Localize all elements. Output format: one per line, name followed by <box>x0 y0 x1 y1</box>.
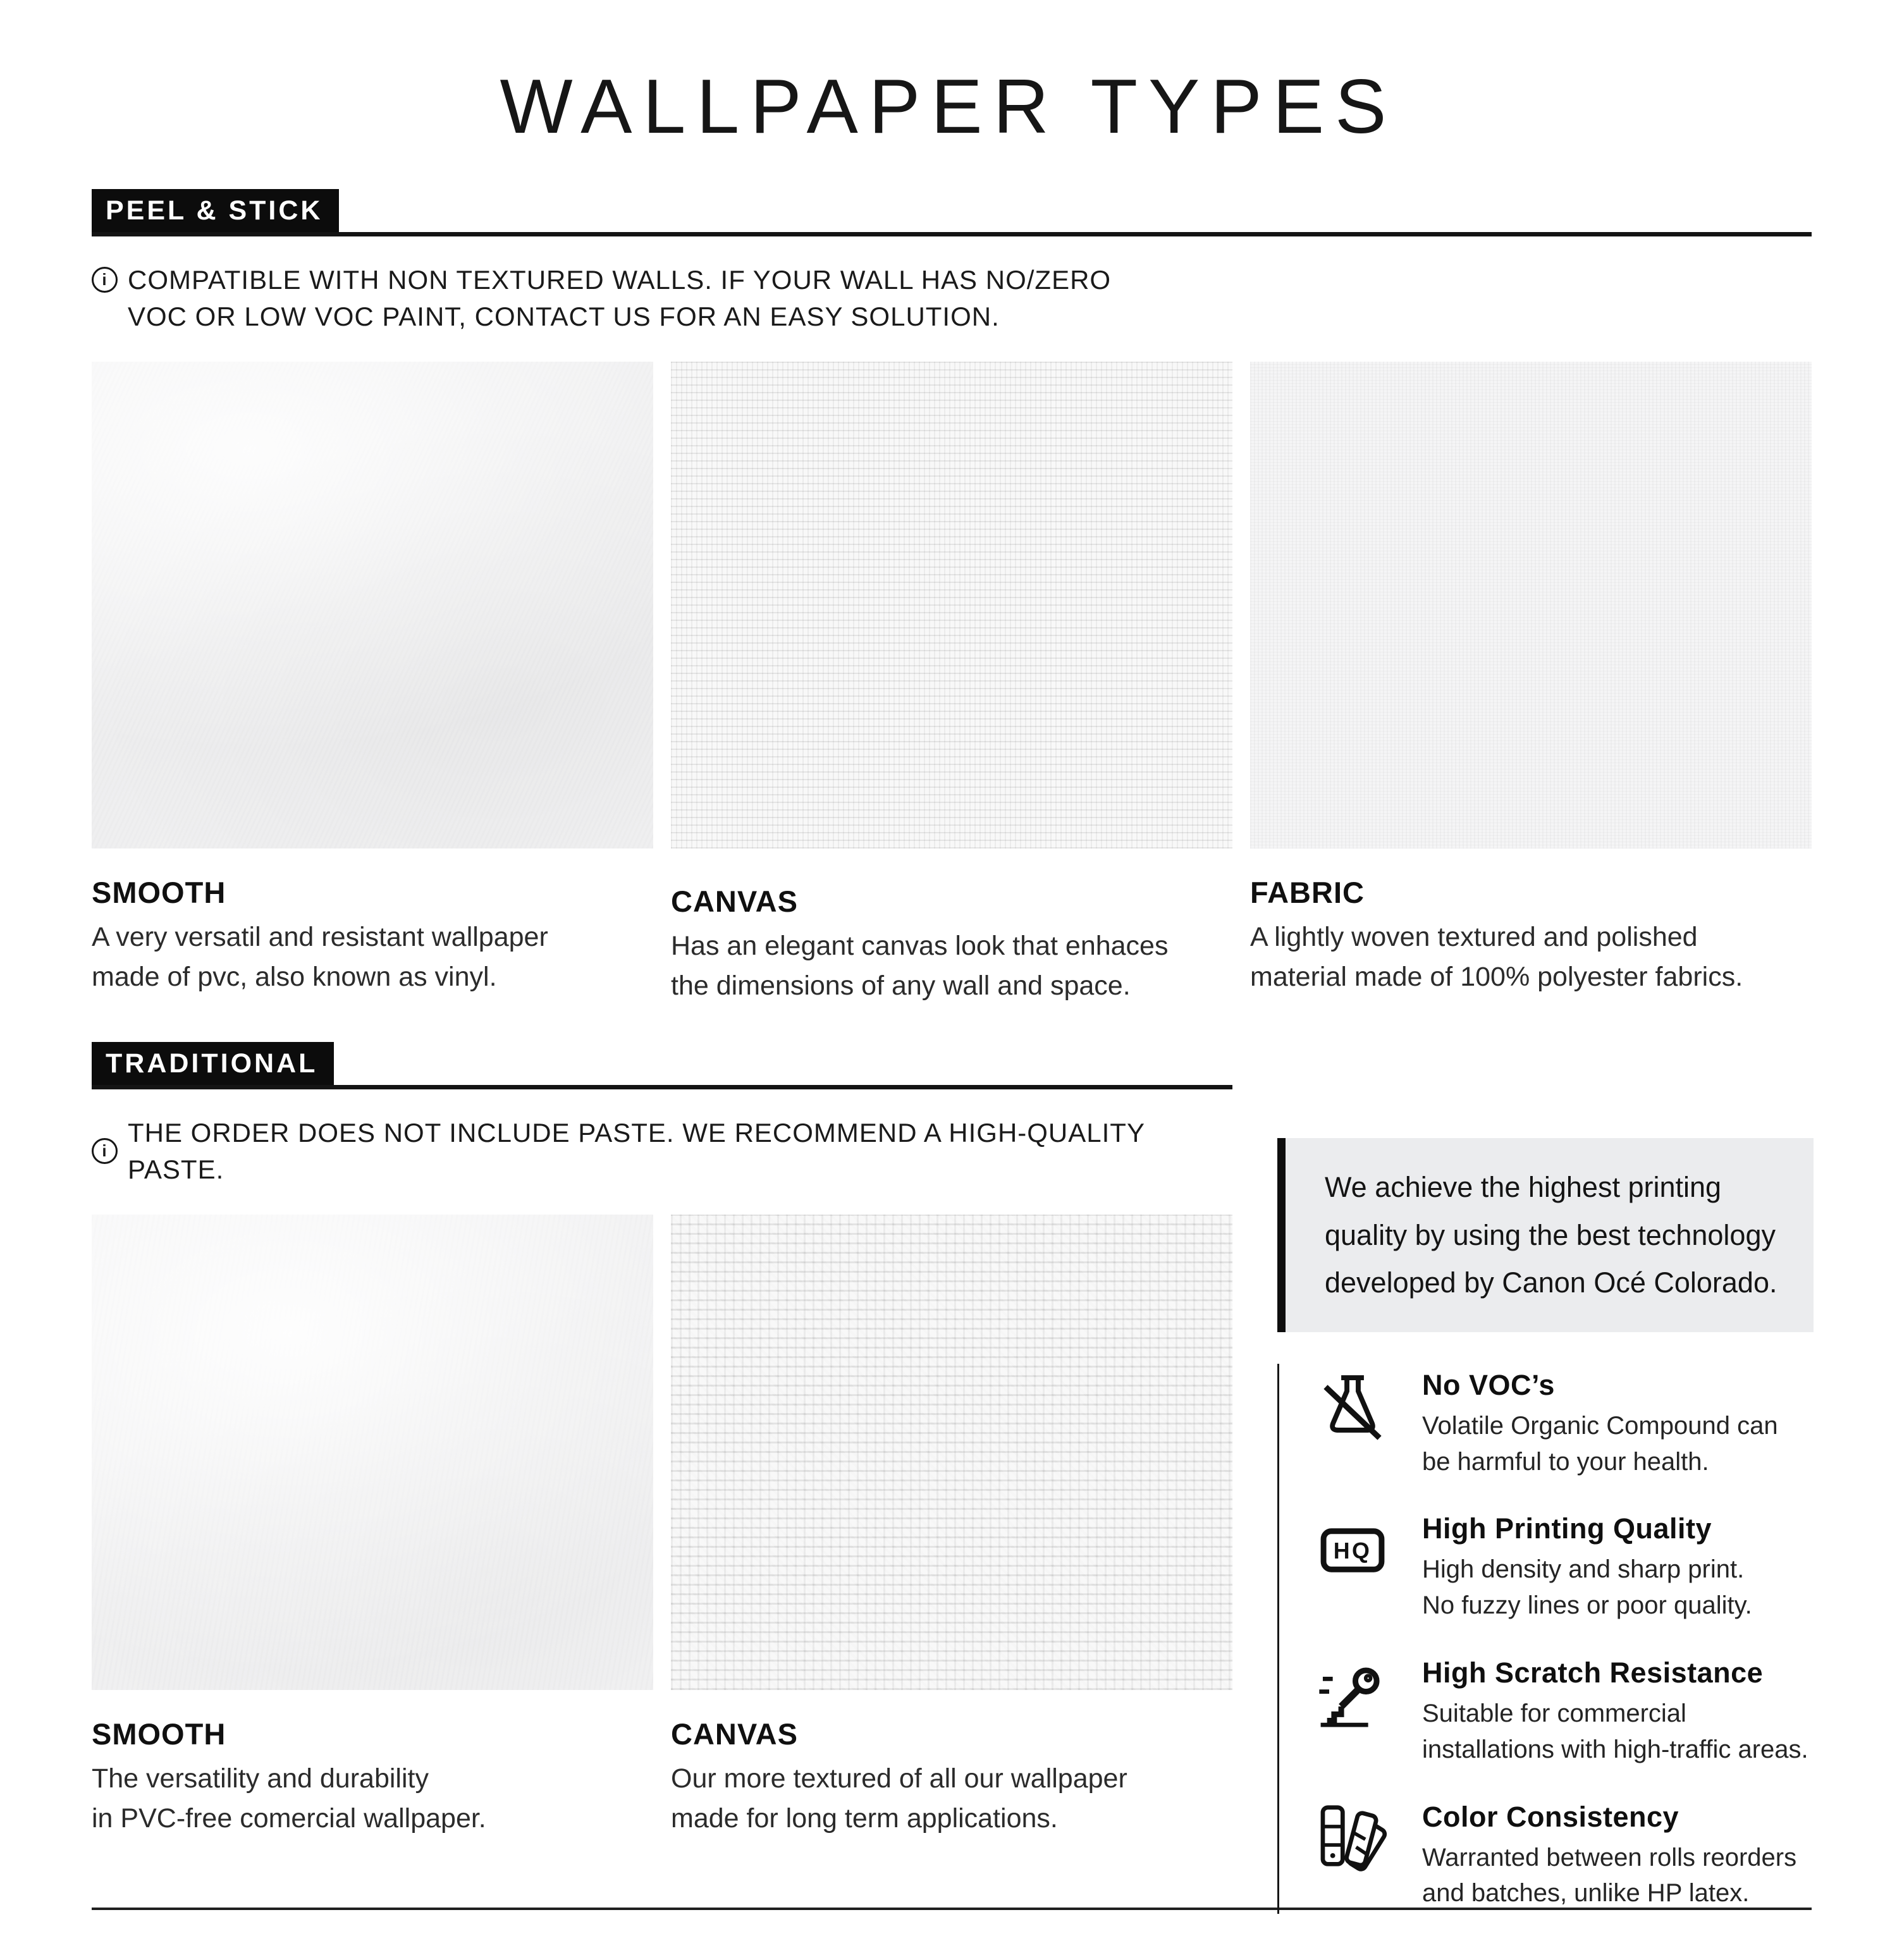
swatch-description-line: the dimensions of any wall and space. <box>671 971 1131 1001</box>
feature-description-line: Suitable for commercial <box>1422 1699 1686 1727</box>
traditional-section <box>92 1042 1232 1839</box>
feature-description-line: No fuzzy lines or poor quality. <box>1422 1591 1752 1620</box>
swatch-card-canvas <box>671 1215 1232 1839</box>
callout-text-line: quality by using the best technology <box>1325 1218 1776 1251</box>
page-title: WALLPAPER TYPES <box>500 63 1397 149</box>
feature-description-line: and batches, unlike HP latex. <box>1422 1879 1750 1908</box>
swatch-title: SMOOTH <box>92 1717 226 1751</box>
swatch-description <box>1250 917 1812 998</box>
swatch-description-line: A very versatil and resistant wallpaper <box>92 921 548 952</box>
swatch-description-line: in PVC-free comercial wallpaper. <box>92 1803 486 1834</box>
peel-stick-note-line1 <box>92 262 1812 298</box>
swatch-description-line: Has an elegant canvas look that enhaces <box>671 930 1169 961</box>
swatch-description-line: The versatility and durability <box>92 1763 429 1794</box>
hq-badge-icon <box>1317 1512 1393 1624</box>
feature-title: No VOC’s <box>1422 1368 1555 1401</box>
feature-title: High Scratch Resistance <box>1422 1656 1764 1689</box>
swatch-description <box>671 1759 1232 1839</box>
info-icon: i <box>92 1138 118 1164</box>
callout-text-line: developed by Canon Océ Colorado. <box>1325 1266 1777 1299</box>
feature-high-printing-quality <box>1317 1512 1814 1624</box>
swatch-description-line: Our more textured of all our wallpaper <box>671 1763 1127 1794</box>
feature-description-line: Volatile Organic Compound can <box>1422 1411 1778 1440</box>
key-scratch-icon <box>1317 1657 1393 1768</box>
feature-description-line: be harmful to your health. <box>1422 1447 1709 1476</box>
traditional-swatch-row <box>92 1215 1232 1839</box>
traditional-header-rule <box>92 1042 1232 1089</box>
note-text: VOC OR LOW VOC PAINT, CONTACT US FOR AN EASY SOLUTION. <box>128 301 1000 331</box>
hq-badge-label: HQ <box>1333 1538 1372 1564</box>
swatch-card-smooth <box>92 1215 653 1839</box>
peel-stick-note <box>92 262 1812 335</box>
feature-text <box>1422 1657 1808 1768</box>
feature-no-voc <box>1317 1369 1814 1480</box>
color-swatches-icon <box>1317 1801 1393 1912</box>
feature-title: High Printing Quality <box>1422 1512 1712 1545</box>
swatch-card-canvas <box>671 362 1232 1007</box>
feature-text <box>1422 1512 1752 1624</box>
smooth-texture-sample <box>92 362 653 848</box>
swatch-title: SMOOTH <box>92 875 226 909</box>
smooth-texture-sample <box>92 1215 653 1690</box>
swatch-card-fabric <box>1250 362 1812 1007</box>
swatch-description <box>671 926 1232 1007</box>
callout-text <box>1286 1138 1814 1332</box>
feature-description <box>1422 1552 1752 1624</box>
peel-stick-note-line2 <box>92 298 1812 335</box>
printing-quality-callout <box>1277 1138 1814 1332</box>
canvas-texture-sample <box>671 362 1232 848</box>
swatch-description-line: made of pvc, also known as vinyl. <box>92 962 497 993</box>
quality-aside <box>1277 1138 1814 1914</box>
swatch-title: CANVAS <box>671 884 798 918</box>
canvas-texture-sample <box>671 1215 1232 1690</box>
feature-color-consistency <box>1317 1801 1814 1912</box>
feature-title: Color Consistency <box>1422 1800 1679 1833</box>
feature-description-line: Warranted between rolls reorders <box>1422 1843 1797 1871</box>
section-label-traditional: TRADITIONAL <box>92 1042 334 1085</box>
note-text: COMPATIBLE WITH NON TEXTURED WALLS. IF YOUR WALL HAS NO/ZERO <box>128 264 1112 295</box>
feature-description <box>1422 1696 1808 1768</box>
swatch-title: CANVAS <box>671 1717 798 1751</box>
swatch-card-smooth <box>92 362 653 1007</box>
feature-scratch-resistance <box>1317 1657 1814 1768</box>
feature-text <box>1422 1369 1778 1480</box>
note-text: THE ORDER DOES NOT INCLUDE PASTE. WE RECOMMEND A HIGH-QUALITY PASTE. <box>128 1117 1145 1184</box>
feature-description <box>1422 1840 1796 1912</box>
callout-text-line: We achieve the highest printing <box>1325 1171 1722 1203</box>
swatch-description-line: A lightly woven textured and polished <box>1250 921 1698 952</box>
swatch-description-line: material made of 100% polyester fabrics. <box>1250 962 1743 993</box>
traditional-note-line1 <box>92 1115 1232 1188</box>
feature-list <box>1277 1364 1814 1914</box>
callout-accent-bar <box>1277 1138 1286 1332</box>
swatch-description <box>92 917 653 998</box>
swatch-description-line: made for long term applications. <box>671 1803 1058 1834</box>
flask-crossed-icon <box>1317 1369 1393 1480</box>
traditional-note <box>92 1115 1232 1188</box>
swatch-description <box>92 1759 653 1839</box>
swatch-title: FABRIC <box>1250 875 1365 909</box>
peel-stick-header-rule <box>92 189 1812 236</box>
section-label-peel-stick: PEEL & STICK <box>92 189 339 232</box>
feature-text <box>1422 1801 1796 1912</box>
info-icon: i <box>92 267 118 293</box>
feature-description-line: High density and sharp print. <box>1422 1555 1745 1584</box>
feature-description-line: installations with high-traffic areas. <box>1422 1735 1808 1763</box>
peel-stick-swatch-row <box>92 362 1812 1007</box>
feature-description <box>1422 1408 1778 1480</box>
fabric-texture-sample <box>1250 362 1812 848</box>
